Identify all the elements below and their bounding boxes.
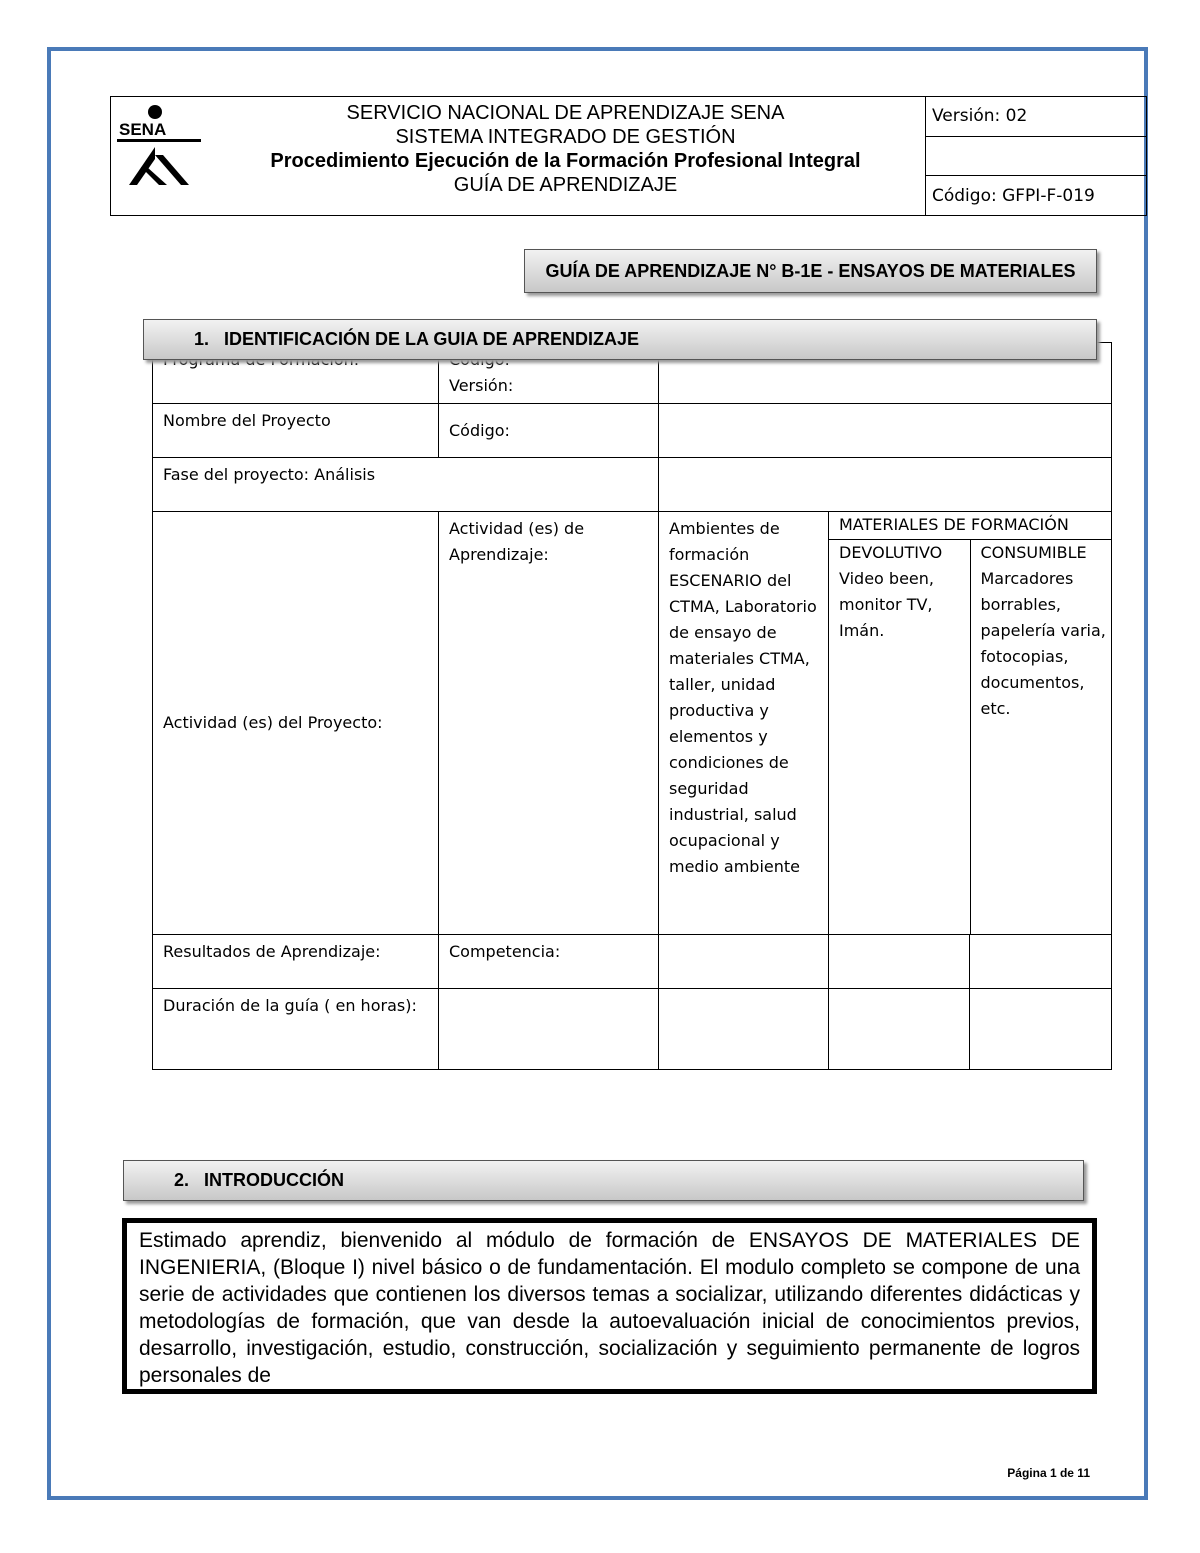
consumible-label: CONSUMIBLE — [980, 542, 1087, 562]
project-value — [659, 404, 1112, 458]
page-number: Página 1 de 11 — [1007, 1466, 1090, 1480]
header-meta — [925, 97, 1146, 215]
devolutivo-label: DEVOLUTIVO — [839, 542, 943, 562]
learning-results-label: Resultados de Aprendizaje: — [153, 935, 439, 989]
header-line-2: SISTEMA INTEGRADO DE GESTIÓN — [395, 126, 736, 148]
consumible-cell — [970, 539, 1111, 934]
header-line-4: GUÍA DE APRENDIZAJE — [453, 174, 678, 196]
devolutivo-text: Video been, monitor TV, Imán. — [839, 568, 934, 640]
code-cell: Código: GFPI-F-019 — [932, 185, 1095, 206]
project-code-label: Código: — [439, 404, 659, 458]
empty-cell — [970, 935, 1112, 989]
empty-cell — [829, 935, 970, 989]
consumible-text: Marcadores borrables, papelería varia, fotocopias, documentos, etc. — [980, 568, 1106, 718]
materials-table — [829, 512, 1111, 934]
identification-table — [152, 342, 1112, 1070]
empty-cell — [926, 137, 1146, 177]
competence-label: Competencia: — [439, 935, 659, 989]
materials-header: MATERIALES DE FORMACIÓN — [829, 512, 1111, 539]
section-2-title: 2. INTRODUCCIÓN — [174, 1170, 345, 1190]
empty-cell — [659, 935, 829, 989]
guide-title: GUÍA DE APRENDIZAJE N° B-1E - ENSAYOS DE MATERIALES — [545, 260, 1076, 281]
empty-cell — [659, 989, 829, 1070]
table-row — [153, 512, 1112, 935]
section-2-bar — [123, 1160, 1084, 1201]
project-activities-label: Actividad (es) del Proyecto: — [153, 512, 439, 935]
training-environments: Ambientes de formación ESCENARIO del CTMA, Laboratorio de ensayo de materiales CTMA, taller, unidad productiva y elementos y condiciones de seguridad industrial, salud ocupacional y medio ambiente — [659, 512, 829, 935]
header-line-3: Procedimiento Ejecución de la Formación Profesional Integral — [270, 150, 861, 172]
header-titles — [206, 97, 925, 215]
sena-logo-icon — [111, 97, 206, 215]
empty-cell — [439, 989, 659, 1070]
empty-cell — [829, 989, 970, 1070]
header-line-1: SERVICIO NACIONAL DE APRENDIZAJE SENA — [346, 102, 785, 124]
duration-label: Duración de la guía ( en horas): — [153, 989, 439, 1070]
table-row — [153, 935, 1112, 989]
training-materials-cell — [829, 512, 1112, 935]
project-phase-value — [659, 458, 1112, 512]
table-row — [153, 458, 1112, 512]
document-header — [110, 96, 1147, 216]
project-phase: Fase del proyecto: Análisis — [153, 458, 659, 512]
table-row — [153, 404, 1112, 458]
learning-activities-label: Actividad (es) de Aprendizaje: — [439, 512, 659, 935]
version-cell: Versión: 02 — [926, 97, 1146, 137]
version-label: Versión: — [449, 376, 514, 395]
empty-cell — [970, 989, 1112, 1070]
introduction-text: Estimado aprendiz, bienvenido al módulo de formación de ENSAYOS DE MATERIALES DE INGENIERIA, (Bloque I) nivel básico o de fundamentación. El modulo completo se compone de una serie de actividades que contienen los diversos temas a socializar, utilizando diferentes didácticas y metodologías de formación, que van desde la autoevaluación inicial de conocimientos previos, desarrollo, investigación, estudio, construcción, socialización y seguimiento permanente de logros personales de — [122, 1218, 1097, 1394]
section-1-title: 1. IDENTIFICACIÓN DE LA GUIA DE APRENDIZAJE — [194, 329, 640, 349]
sena-logo — [111, 97, 206, 215]
table-row — [153, 989, 1112, 1070]
guide-title-bar — [524, 249, 1097, 293]
project-name-label: Nombre del Proyecto — [153, 404, 439, 458]
devolutivo-cell — [829, 539, 970, 934]
section-1-bar — [143, 319, 1097, 360]
svg-text:SENA: SENA — [119, 120, 167, 139]
